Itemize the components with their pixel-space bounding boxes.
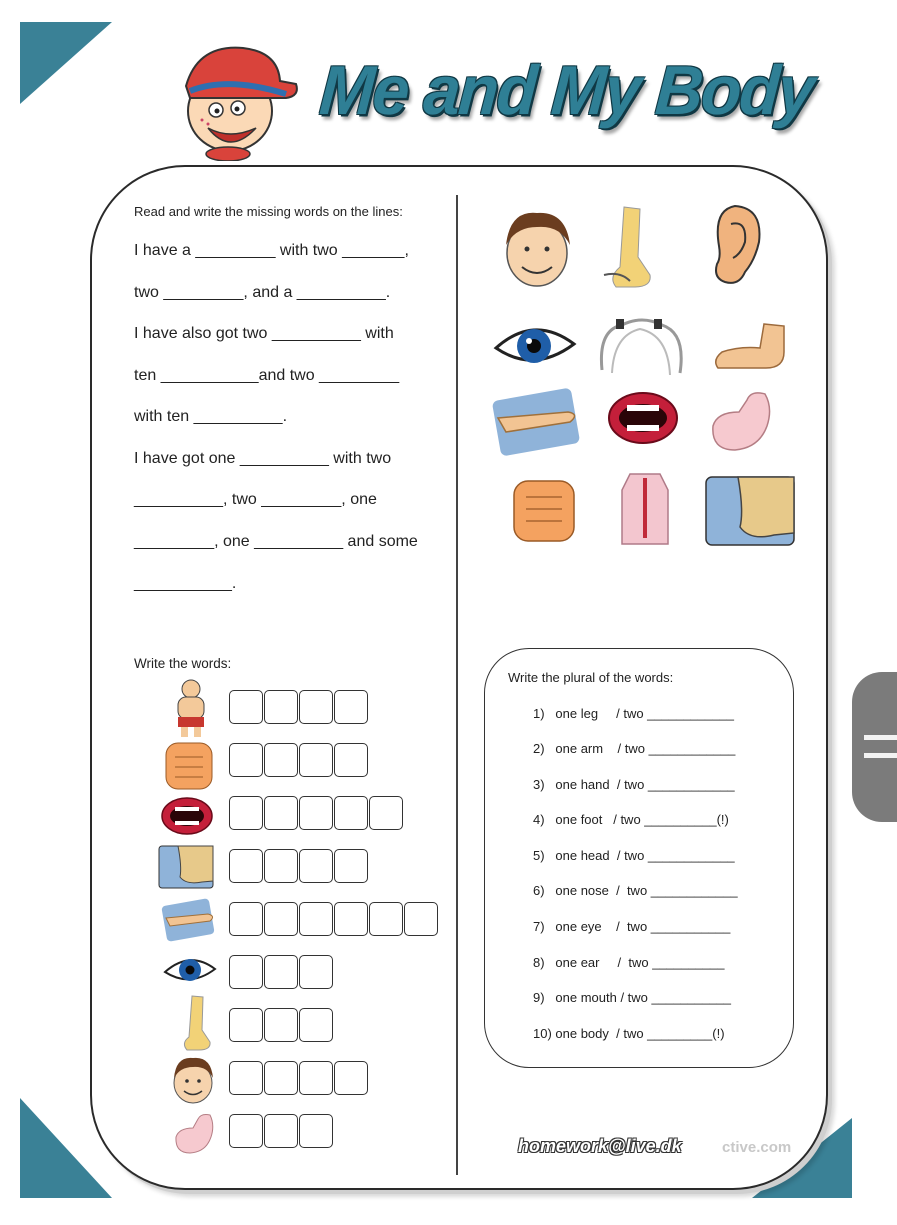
corner-top-left [20,22,112,104]
letter-box-row [229,1008,333,1042]
letter-box[interactable] [229,1114,263,1148]
letter-box[interactable] [264,849,298,883]
letter-box[interactable] [264,902,298,936]
page-title: Me and My Body [317,51,816,129]
boy-mascot-icon [168,36,308,161]
fill-in-line: ___________. [134,575,237,592]
fill-in-instruction: Read and write the missing words on the lines: [134,204,403,219]
letter-box[interactable] [299,690,333,724]
finger-icon [160,898,218,942]
plural-item: 2) one arm / two ____________ [533,741,736,756]
watermark-faint: ctive.com [722,1139,792,1156]
menu-line-icon [864,753,897,758]
eye-icon [162,952,218,988]
plural-instruction: Write the plural of the words: [508,670,674,685]
side-menu-tab[interactable] [852,672,897,822]
letter-box[interactable] [264,1008,298,1042]
menu-line-icon [864,735,897,740]
body-icon [612,468,678,548]
letter-box[interactable] [299,1061,333,1095]
letter-box[interactable] [334,743,368,777]
finger-icon [490,388,584,458]
fill-in-line: __________, two _________, one [134,491,377,508]
letter-box-row [229,1061,368,1095]
letter-box[interactable] [404,902,438,936]
letter-box[interactable] [334,1061,368,1095]
letter-box[interactable] [299,1114,333,1148]
plural-item: 7) one eye / two ___________ [533,919,731,934]
letter-box[interactable] [334,796,368,830]
letter-box[interactable] [299,849,333,883]
foot-icon [710,322,790,372]
letter-box[interactable] [229,1008,263,1042]
letter-box[interactable] [264,1061,298,1095]
letter-box[interactable] [334,902,368,936]
letter-box-row [229,902,438,936]
letter-box[interactable] [334,690,368,724]
letter-box[interactable] [264,690,298,724]
arm-icon [170,1110,216,1158]
plural-item: 10) one body / two _________(!) [533,1026,725,1041]
letter-box[interactable] [229,849,263,883]
plural-item: 1) one leg / two ____________ [533,706,734,721]
write-words-instruction: Write the words: [134,656,232,671]
fill-in-line: ten ___________and two _________ [134,367,400,384]
letter-box-row [229,849,368,883]
letter-box[interactable] [299,796,333,830]
hand-icon [163,740,215,792]
letter-box[interactable] [299,955,333,989]
plural-item: 3) one hand / two ____________ [533,777,735,792]
watermark: homework@live.dk [518,1136,682,1156]
letter-box-row [229,690,368,724]
letter-box[interactable] [229,743,263,777]
letter-box[interactable] [229,902,263,936]
plural-item: 4) one foot / two __________(!) [533,812,729,827]
letter-box[interactable] [264,955,298,989]
letter-box[interactable] [229,796,263,830]
letter-box[interactable] [229,955,263,989]
plural-item: 8) one ear / two __________ [533,955,725,970]
letter-box-row [229,743,368,777]
eye-icon [492,318,577,373]
ear-icon [705,202,765,290]
nose-icon [158,845,214,889]
fill-in-line: with ten __________. [134,408,288,425]
letter-box[interactable] [299,1008,333,1042]
fill-in-line: I have also got two __________ with [134,325,394,342]
body-icon [170,677,212,739]
arm-icon [703,386,775,458]
letter-box[interactable] [264,796,298,830]
hand-icon [508,475,580,547]
letter-box[interactable] [299,902,333,936]
plural-item: 6) one nose / two ____________ [533,883,738,898]
nose-icon [704,475,796,547]
fill-in-line: I have got one __________ with two [134,450,392,467]
fill-in-line: _________, one __________ and some [134,533,418,550]
letter-box[interactable] [369,796,403,830]
leg-icon [176,994,216,1052]
face-icon [170,1053,216,1105]
letter-box-row [229,1114,333,1148]
fill-in-line: I have a _________ with two _______, [134,242,409,259]
mouth-icon [160,795,214,837]
fill-in-line: two _________, and a __________. [134,284,391,301]
mouth-icon [607,388,679,448]
letter-box[interactable] [264,743,298,777]
letter-box-row [229,796,403,830]
face-icon [500,205,575,290]
letter-box-row [229,955,333,989]
letter-box[interactable] [369,902,403,936]
letter-box[interactable] [299,743,333,777]
letter-box[interactable] [229,1061,263,1095]
letter-box[interactable] [334,849,368,883]
plural-item: 9) one mouth / two ___________ [533,990,732,1005]
letter-box[interactable] [229,690,263,724]
hair-icon [592,315,690,380]
column-divider [456,195,458,1175]
plural-item: 5) one head / two ____________ [533,848,735,863]
leg-icon [600,205,660,290]
letter-box[interactable] [264,1114,298,1148]
